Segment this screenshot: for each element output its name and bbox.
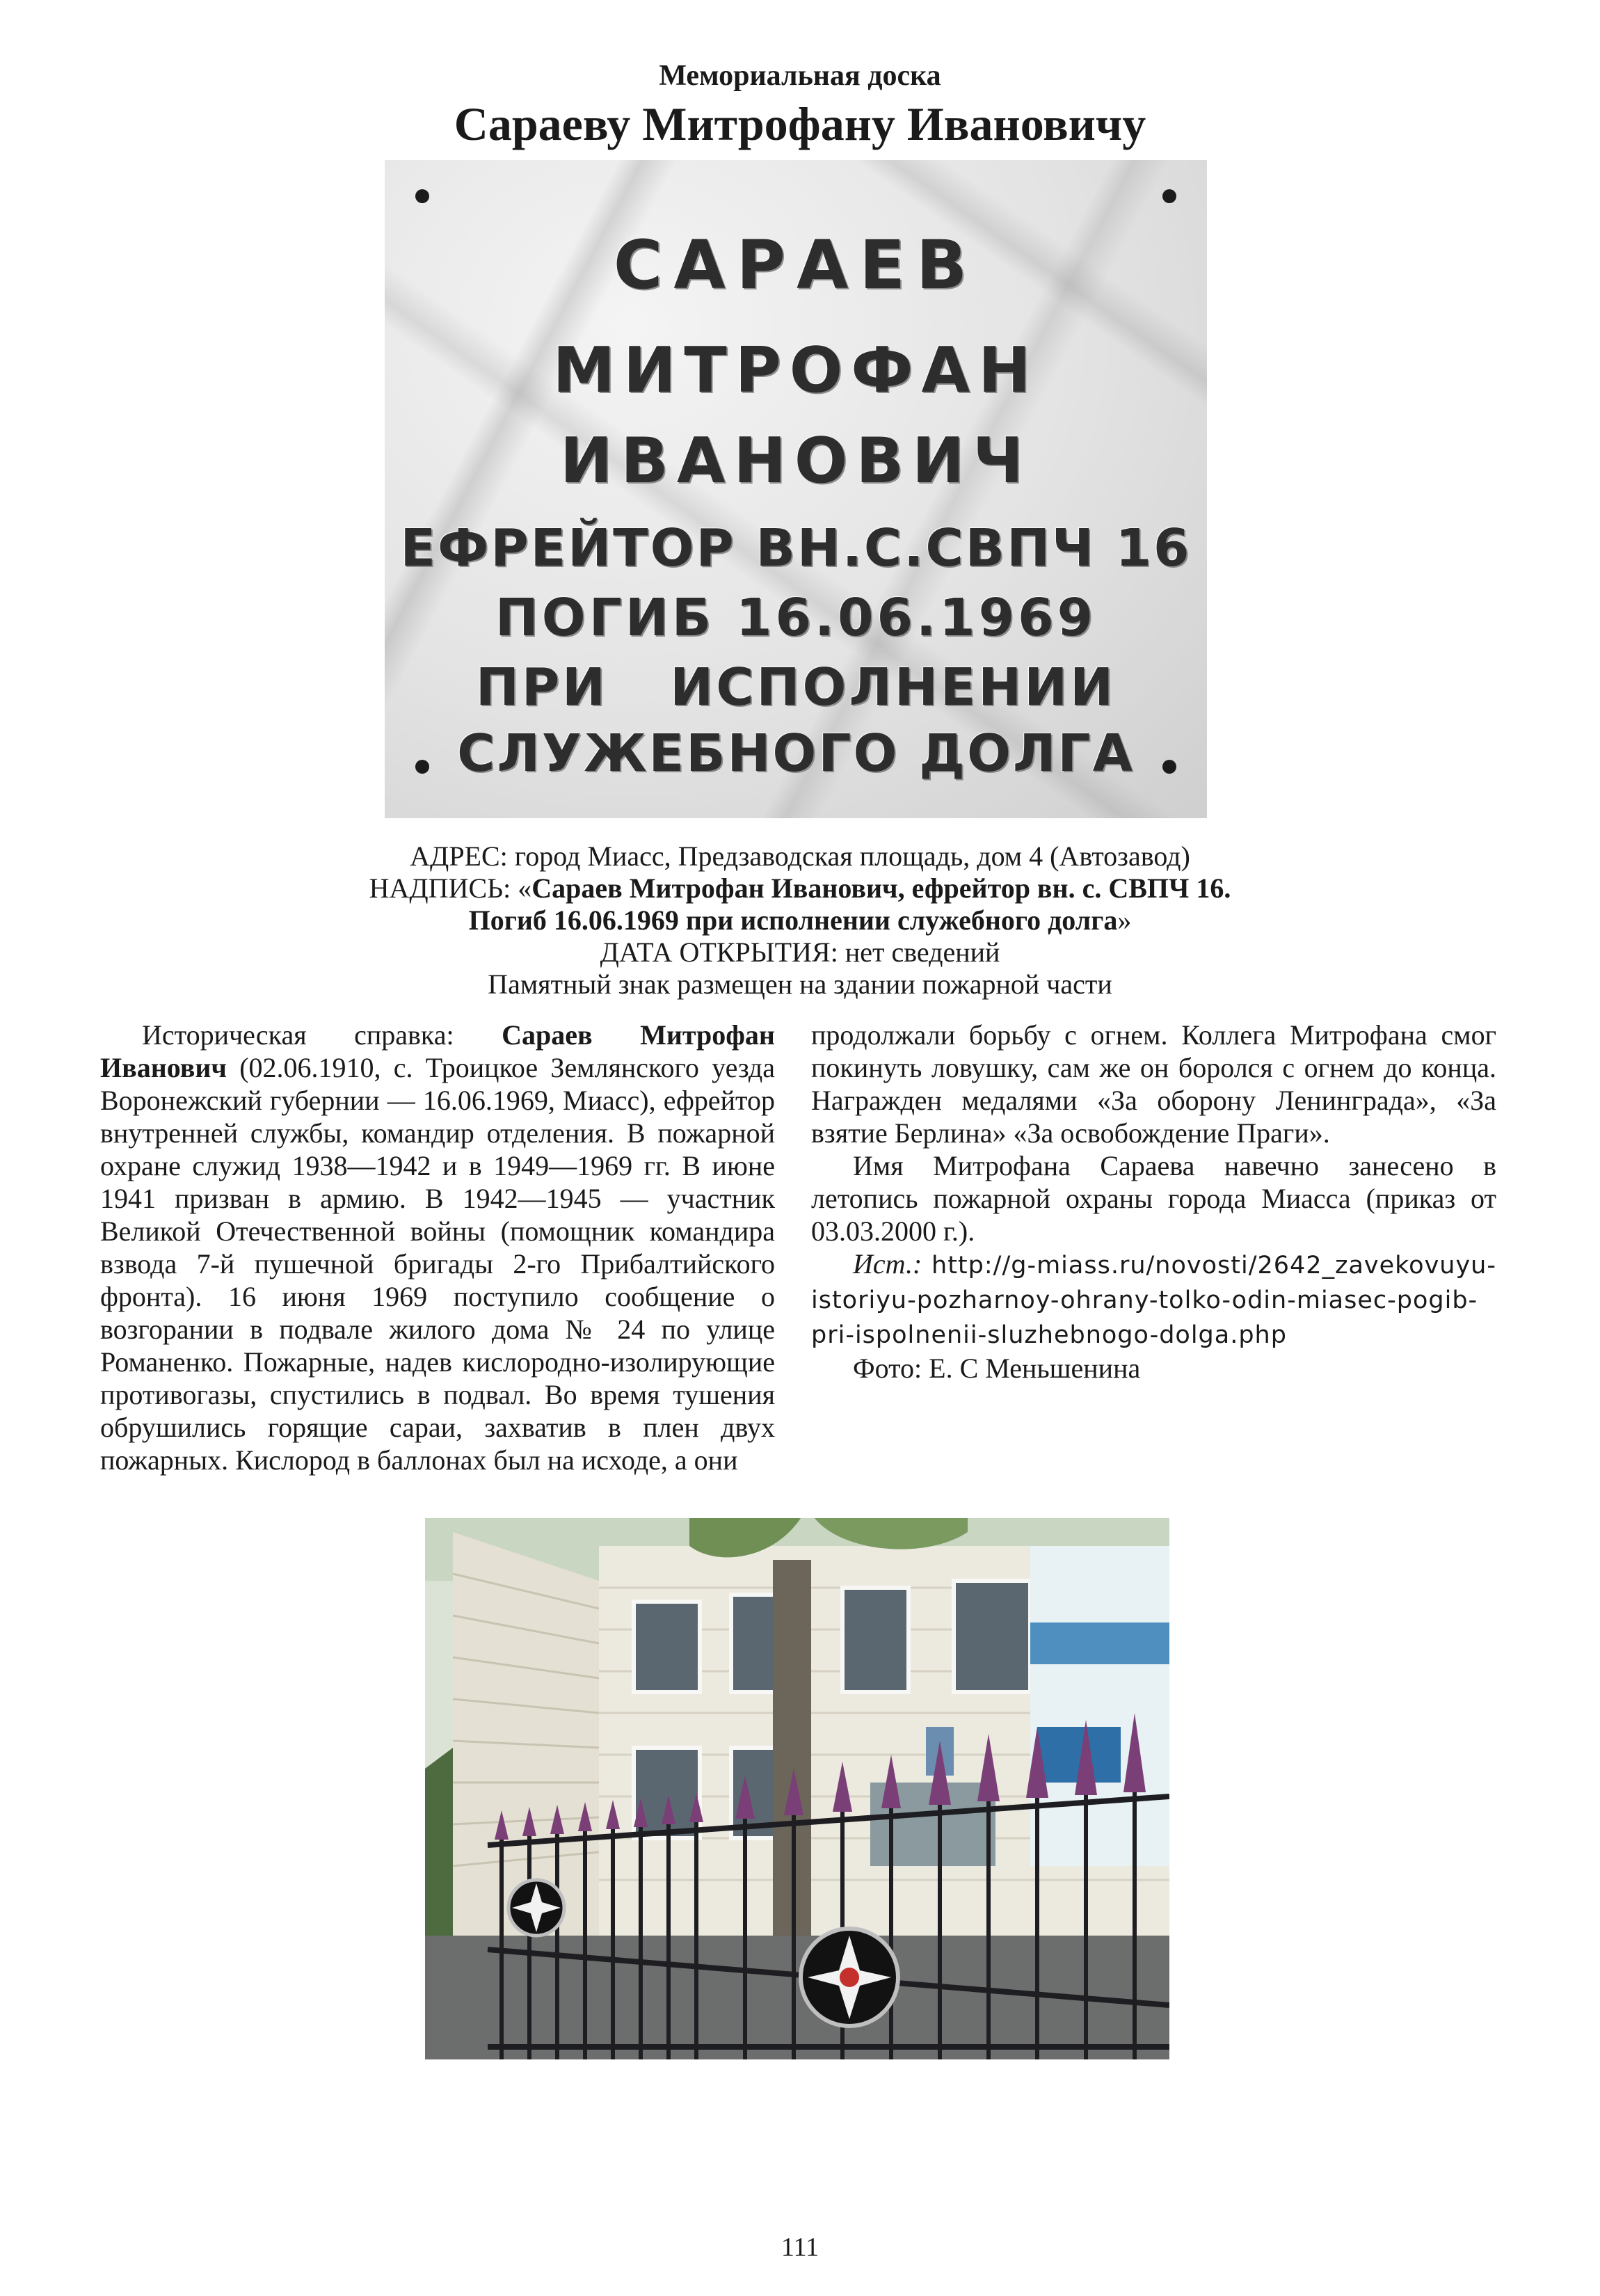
plaque-line-death: ПОГИБ 16.06.1969 (495, 588, 1097, 648)
caption-inscription-2: Погиб 16.06.1969 при исполнении служебного долга» (468, 904, 1132, 936)
screw-icon (415, 189, 429, 203)
fire-station-photo (425, 1518, 1169, 2059)
caption-inscription-1: НАДПИСЬ: «Сараев Митрофан Иванович, ефрейтор вн. с. СВПЧ 16. (369, 872, 1231, 904)
article-column-right-lower (811, 1149, 1496, 1385)
article-column-left: Историческая справка: Сараев Митрофан Иванович (02.06.1910, с. Троицкое Землянского уезда Воронежский губернии — 16.06.1969, Миасс), ефрейтор внутренней службы, командир отделения. В пожарной охране служид 1938—1942 и в 1949—1969 гг. В июне 1941 призван в армию. В 1942—1945 — участник Великой Отечественной войны (помощник командира взвода 7-й пушечной бригады 2-го Прибалтийского фронта). 16 июня 1969 поступило сообщение о возгорании в подвале жилого дома № 24 по улице Романенко. Пожарные, надев кислородно-изолирующие противогазы, спустились в подвал. Во время тушения обрушились горящие сараи, захватив в плен двух пожарных. Кислород в баллонах был на исходе, а они (100, 1019, 775, 1476)
page-number: 111 (781, 2233, 819, 2262)
plaque-line-firstname: МИТРОФАН (552, 334, 1039, 407)
article-paragraph-memory: Имя Митрофана Сараева навечно занесено в летопись пожарной охраны города Миасса (приказ от 03.03.2000 г.). (811, 1150, 1496, 1247)
article-photo-credit: Фото: Е. С Меньшенина (853, 1353, 1141, 1384)
article-column-right (811, 1019, 1496, 1149)
plaque-line-surname: САРАЕВ (613, 226, 979, 304)
page-kicker: Мемориальная доска (659, 60, 941, 92)
caption-address: АДРЕС: город Миасс, Предзаводская площадь, дом 4 (Автозавод) (410, 840, 1190, 872)
memorial-plaque-photo (385, 160, 1207, 818)
plaque-line-rank: ЕФРЕЙТОР ВН.С.СВПЧ 16 (400, 518, 1192, 578)
caption-note: Памятный знак размещен на здании пожарной части (488, 968, 1112, 1000)
fire-station-illustration (425, 1518, 1169, 2059)
plaque-line-patronymic: ИВАНОВИЧ (559, 424, 1032, 497)
screw-icon (1162, 189, 1176, 203)
article-paragraph-continued: продолжали борьбу с огнем. Коллега Митрофана смог покинуть ловушку, сам же он боролся с огнем до конца. Награжден медалями «За оборону Ленинграда», «За взятие Берлина» «За освобождение Праги». (811, 1019, 1496, 1149)
plaque-line-duty2: СЛУЖЕБНОГО ДОЛГА (457, 724, 1135, 783)
caption-date: ДАТА ОТКРЫТИЯ: нет сведений (600, 936, 1000, 968)
page-header (0, 57, 1600, 153)
article-source: Ист.: http://g-miass.ru/novosti/2642_zavekovuyu-istoriyu-pozharnoy-ohrany-tolko-odin-miasec-pogib-pri-ispolnenii-sluzhebnogo-dolga.php (811, 1248, 1496, 1349)
plaque-line-duty1: ПРИ ИСПОЛНЕНИИ (475, 657, 1117, 717)
page-title: Сараеву Митрофану Ивановичу (454, 97, 1146, 150)
